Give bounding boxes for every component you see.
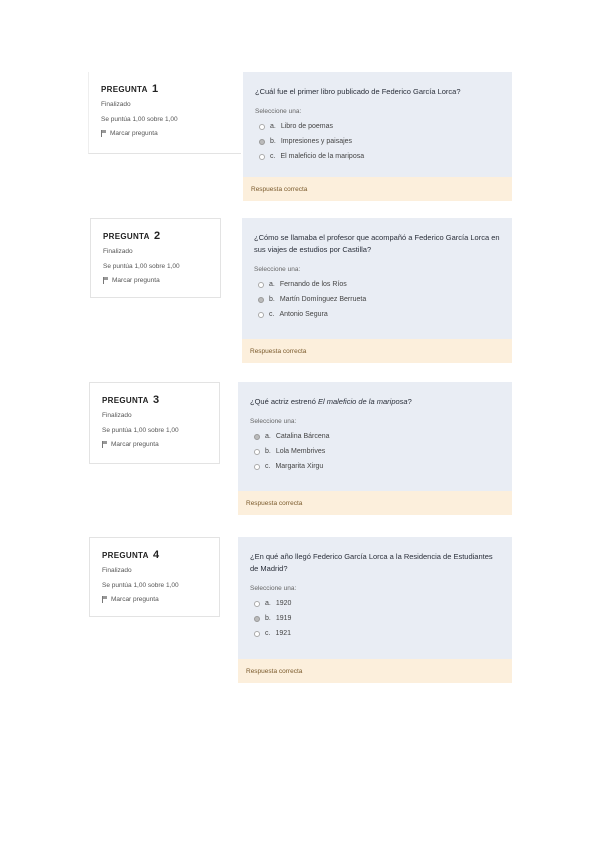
- option-letter: a.: [265, 433, 271, 440]
- flag-icon: [102, 596, 108, 603]
- question-text-part: ?: [407, 397, 412, 406]
- option-text: Margarita Xirgu: [275, 463, 324, 470]
- question-title: [102, 394, 207, 406]
- option-letter: a.: [269, 281, 275, 288]
- answer-prompt: Seleccione una:: [255, 108, 302, 115]
- question-state: Finalizado: [102, 567, 132, 574]
- question-score: Se puntúa 1,00 sobre 1,00: [101, 115, 178, 123]
- question-title: [103, 230, 208, 242]
- question-content: [238, 537, 512, 659]
- answer-option-b[interactable]: [254, 296, 500, 303]
- question-score: Se puntúa 1,00 sobre 1,00: [102, 426, 179, 434]
- flag-icon: [101, 130, 107, 137]
- option-text: 1921: [275, 630, 292, 637]
- question-title: [101, 83, 229, 95]
- feedback-banner: Respuesta correcta: [238, 659, 512, 683]
- feedback-banner: Respuesta correcta: [238, 491, 512, 515]
- question-text: [250, 551, 500, 575]
- question-number: 2: [153, 230, 161, 242]
- question-score: Se puntúa 1,00 sobre 1,00: [102, 581, 179, 589]
- radio-button[interactable]: [259, 154, 265, 160]
- question-text: [254, 232, 500, 256]
- option-text: Martín Domínguez Berrueta: [279, 296, 367, 303]
- answer-prompt: Seleccione una:: [250, 585, 297, 592]
- question-text-part: ¿Cuál fue el primer libro publicado de Federico García Lorca?: [255, 87, 461, 96]
- option-letter: b.: [270, 138, 276, 145]
- option-letter: a.: [270, 123, 276, 130]
- answer-option-b[interactable]: [250, 448, 500, 455]
- question-number: 3: [152, 394, 160, 406]
- option-text: Fernando de los Ríos: [279, 281, 347, 288]
- flag-question-label: Marcar pregunta: [111, 595, 159, 603]
- answer-option-c[interactable]: [255, 153, 500, 160]
- question-number: 1: [151, 83, 159, 95]
- flag-question-label: Marcar pregunta: [112, 276, 160, 284]
- option-text: Libro de poemas: [280, 123, 333, 130]
- flag-question-link[interactable]: [102, 441, 207, 448]
- radio-button[interactable]: [254, 601, 260, 607]
- answer-option-c[interactable]: [250, 630, 500, 637]
- option-letter: a.: [265, 600, 271, 607]
- radio-button-selected[interactable]: [258, 297, 264, 303]
- feedback-banner: Respuesta correcta: [243, 177, 512, 201]
- question-state: Finalizado: [103, 248, 133, 255]
- question-text-part: ¿En qué año llegó Federico García Lorca a la Residencia de Estudiantes de Madrid?: [250, 552, 493, 573]
- flag-question-label: Marcar pregunta: [111, 440, 159, 448]
- option-letter: b.: [269, 296, 275, 303]
- answer-prompt: Seleccione una:: [254, 266, 301, 273]
- feedback-banner: Respuesta correcta: [242, 339, 512, 363]
- question-text-part: ¿Qué actriz estrenó: [250, 397, 318, 406]
- answer-option-c[interactable]: [254, 311, 500, 318]
- option-text: Catalina Bárcena: [275, 433, 330, 440]
- flag-icon: [103, 277, 109, 284]
- radio-button[interactable]: [259, 124, 265, 130]
- radio-button[interactable]: [258, 312, 264, 318]
- option-text: Lola Membrives: [275, 448, 326, 455]
- question-info-panel: [89, 537, 220, 617]
- question-content: [243, 72, 512, 177]
- question-content: [238, 382, 512, 491]
- option-letter: c.: [270, 153, 276, 160]
- flag-icon: [102, 441, 108, 448]
- question-info-panel: [89, 382, 220, 464]
- question-text-part: ¿Cómo se llamaba el profesor que acompañó a Federico García Lorca en sus viajes de estudios por Castilla?: [254, 233, 500, 254]
- flag-question-link[interactable]: [103, 277, 208, 284]
- answer-option-b[interactable]: [250, 615, 500, 622]
- question-score: Se puntúa 1,00 sobre 1,00: [103, 262, 180, 270]
- question-state: Finalizado: [101, 101, 131, 108]
- answer-option-a[interactable]: [255, 123, 500, 130]
- flag-question-link[interactable]: [102, 596, 207, 603]
- radio-button-selected[interactable]: [254, 616, 260, 622]
- answer-prompt: Seleccione una:: [250, 418, 297, 425]
- question-label: PREGUNTA: [102, 396, 149, 405]
- radio-button[interactable]: [254, 449, 260, 455]
- question-text: [250, 396, 500, 408]
- flag-question-label: Marcar pregunta: [110, 129, 158, 137]
- question-info-panel: [88, 72, 241, 154]
- answer-option-b[interactable]: [255, 138, 500, 145]
- question-label: PREGUNTA: [102, 551, 149, 560]
- option-letter: c.: [265, 463, 271, 470]
- question-number: 4: [152, 549, 160, 561]
- question-state: Finalizado: [102, 412, 132, 419]
- flag-question-link[interactable]: [101, 130, 229, 137]
- option-text: Impresiones y paisajes: [280, 138, 353, 145]
- answer-option-a[interactable]: [254, 281, 500, 288]
- option-letter: b.: [265, 615, 271, 622]
- question-content: [242, 218, 512, 339]
- question-title: [102, 549, 207, 561]
- question-info-panel: [90, 218, 221, 298]
- option-letter: b.: [265, 448, 271, 455]
- option-letter: c.: [265, 630, 271, 637]
- radio-button-selected[interactable]: [259, 139, 265, 145]
- option-text: Antonio Segura: [279, 311, 328, 318]
- question-text: [255, 86, 500, 98]
- radio-button[interactable]: [258, 282, 264, 288]
- option-text: El maleficio de la mariposa: [280, 153, 365, 160]
- option-text: 1919: [275, 615, 292, 622]
- answer-option-c[interactable]: [250, 463, 500, 470]
- radio-button[interactable]: [254, 464, 260, 470]
- answer-option-a[interactable]: [250, 433, 500, 440]
- question-label: PREGUNTA: [103, 232, 150, 241]
- question-text-italic: El maleficio de la mariposa: [317, 397, 408, 406]
- radio-button-selected[interactable]: [254, 434, 260, 440]
- option-text: 1920: [275, 600, 292, 607]
- answer-option-a[interactable]: [250, 600, 500, 607]
- option-letter: c.: [269, 311, 275, 318]
- question-label: PREGUNTA: [101, 85, 148, 94]
- radio-button[interactable]: [254, 631, 260, 637]
